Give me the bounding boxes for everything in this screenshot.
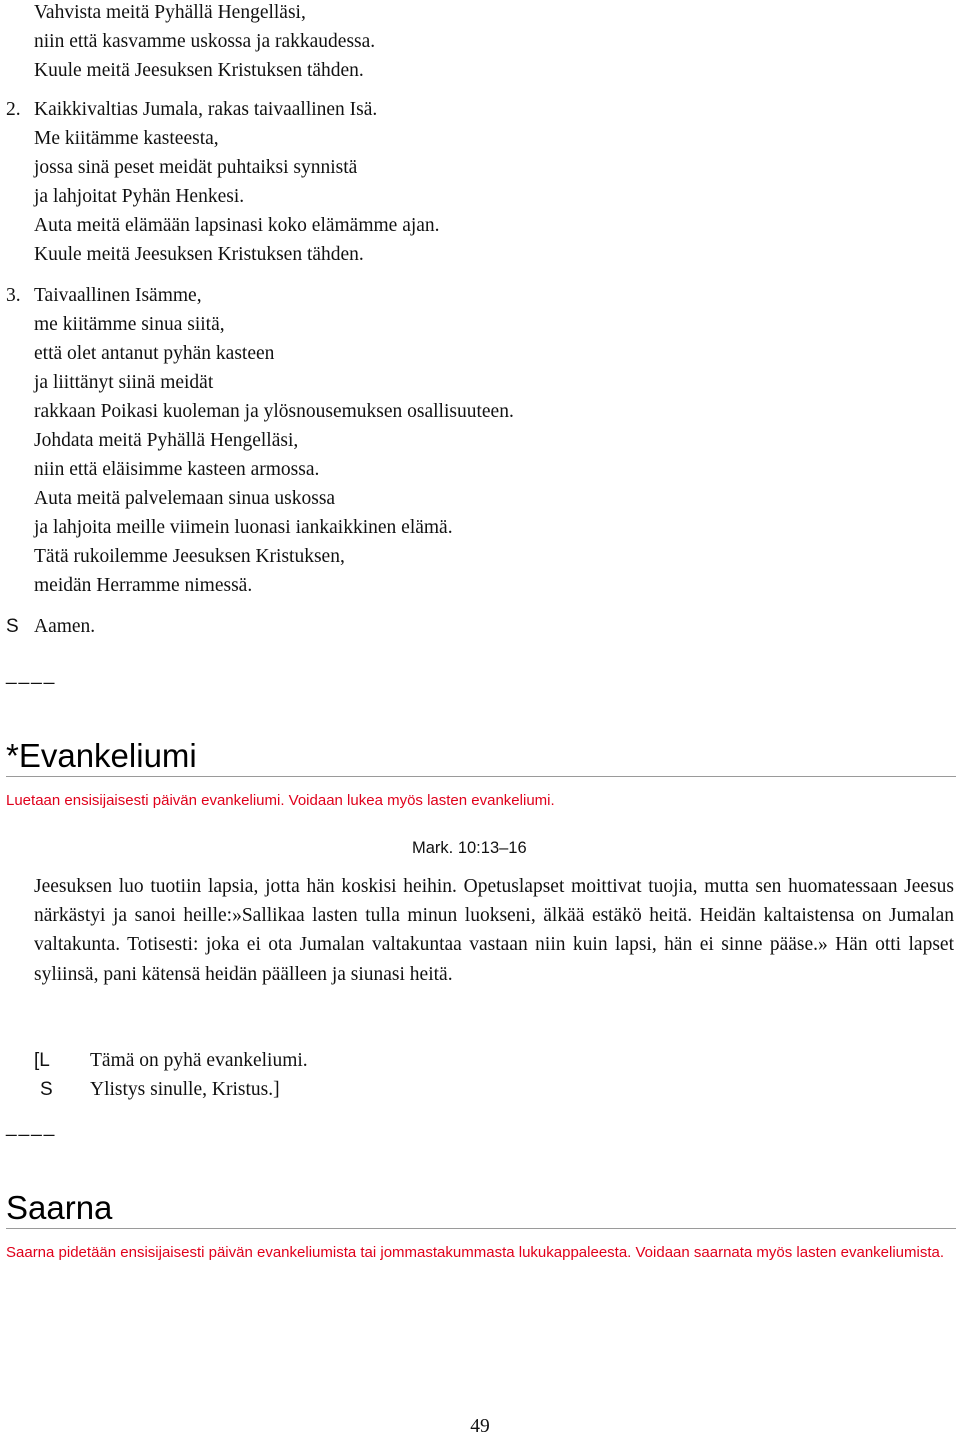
prayer-line: Tätä rukoilemme Jeesuksen Kristuksen,	[34, 546, 345, 567]
heading-rule	[6, 776, 956, 777]
prayer-line: meidän Herramme nimessä.	[34, 575, 253, 596]
prayer-line: Auta meitä palvelemaan sinua uskossa	[34, 488, 336, 509]
prayer-line: jossa sinä peset meidät puhtaiksi synnistä	[34, 157, 358, 178]
speaker-label: S	[40, 1079, 53, 1100]
prayer-line: ja liittänyt siinä meidät	[34, 372, 214, 393]
prayer-number: 2.	[6, 99, 21, 120]
prayer-line: niin että kasvamme uskossa ja rakkaudessa.	[34, 31, 376, 52]
sermon-rubric: Saarna pidetään ensisijaisesti päivän evankeliumista tai jommastakummasta lukukappaleesta. Voidaan saarnata myös lasten evankeliumista.	[6, 1244, 945, 1261]
prayer-line: Me kiitämme kasteesta,	[34, 128, 219, 149]
heading-rule	[6, 1228, 956, 1229]
gospel-heading: *Evankeliumi	[6, 737, 197, 774]
prayer-line: Johdata meitä Pyhällä Hengelläsi,	[34, 430, 299, 451]
section-separator: ____	[6, 1116, 57, 1137]
prayer-number: 3.	[6, 285, 21, 306]
prayer-line: Kaikkivaltias Jumala, rakas taivaallinen Isä.	[34, 99, 378, 120]
prayer-line: Kuule meitä Jeesuksen Kristuksen tähden.	[34, 60, 364, 81]
speaker-label: S	[6, 616, 19, 637]
scripture-reference: Mark. 10:13–16	[412, 839, 527, 857]
prayer-line: niin että eläisimme kasteen armossa.	[34, 459, 320, 480]
section-separator: ____	[6, 664, 57, 685]
prayer-line: Taivaallinen Isämme,	[34, 285, 202, 306]
speaker-label: [L	[34, 1050, 50, 1071]
prayer-line: ja lahjoitat Pyhän Henkesi.	[34, 186, 245, 207]
prayer-line: ja lahjoita meille viimein luonasi iankaikkinen elämä.	[34, 517, 453, 538]
page-number: 49	[470, 1416, 490, 1437]
sermon-heading: Saarna	[6, 1189, 113, 1226]
amen-text: Aamen.	[34, 616, 96, 637]
gospel-rubric: Luetaan ensisijaisesti päivän evankeliumi. Voidaan lukea myös lasten evankeliumi.	[6, 792, 555, 809]
prayer-line: Kuule meitä Jeesuksen Kristuksen tähden.	[34, 244, 364, 265]
response-line: Ylistys sinulle, Kristus.]	[90, 1079, 280, 1100]
gospel-text: Jeesuksen luo tuotiin lapsia, jotta hän koskisi heihin. Opetuslapset moittivat tuojia, mutta sen huomatessaan Jeesus närkästyi ja sanoi heille:»Sallikaa lasten tulla minun luokseni, älkää estäkö heitä. Heidän kaltaistensa on Jumalan valtakunta. Totisesti: joka ei ota Jumalan valtakuntaa vastaan niin kuin lapsi, hän ei sinne pääse.» Hän otti lapset syliinsä, pani kätensä heidän päälleen ja siunasi heitä.	[34, 876, 954, 985]
response-line: Tämä on pyhä evankeliumi.	[90, 1050, 308, 1071]
prayer-line: Auta meitä elämään lapsinasi koko elämämme ajan.	[34, 215, 440, 236]
prayer-line: me kiitämme sinua siitä,	[34, 314, 225, 335]
prayer-line: rakkaan Poikasi kuoleman ja ylösnousemuksen osallisuuteen.	[34, 401, 514, 422]
prayer-line: että olet antanut pyhän kasteen	[34, 343, 275, 364]
prayer-line: Vahvista meitä Pyhällä Hengelläsi,	[34, 2, 306, 23]
